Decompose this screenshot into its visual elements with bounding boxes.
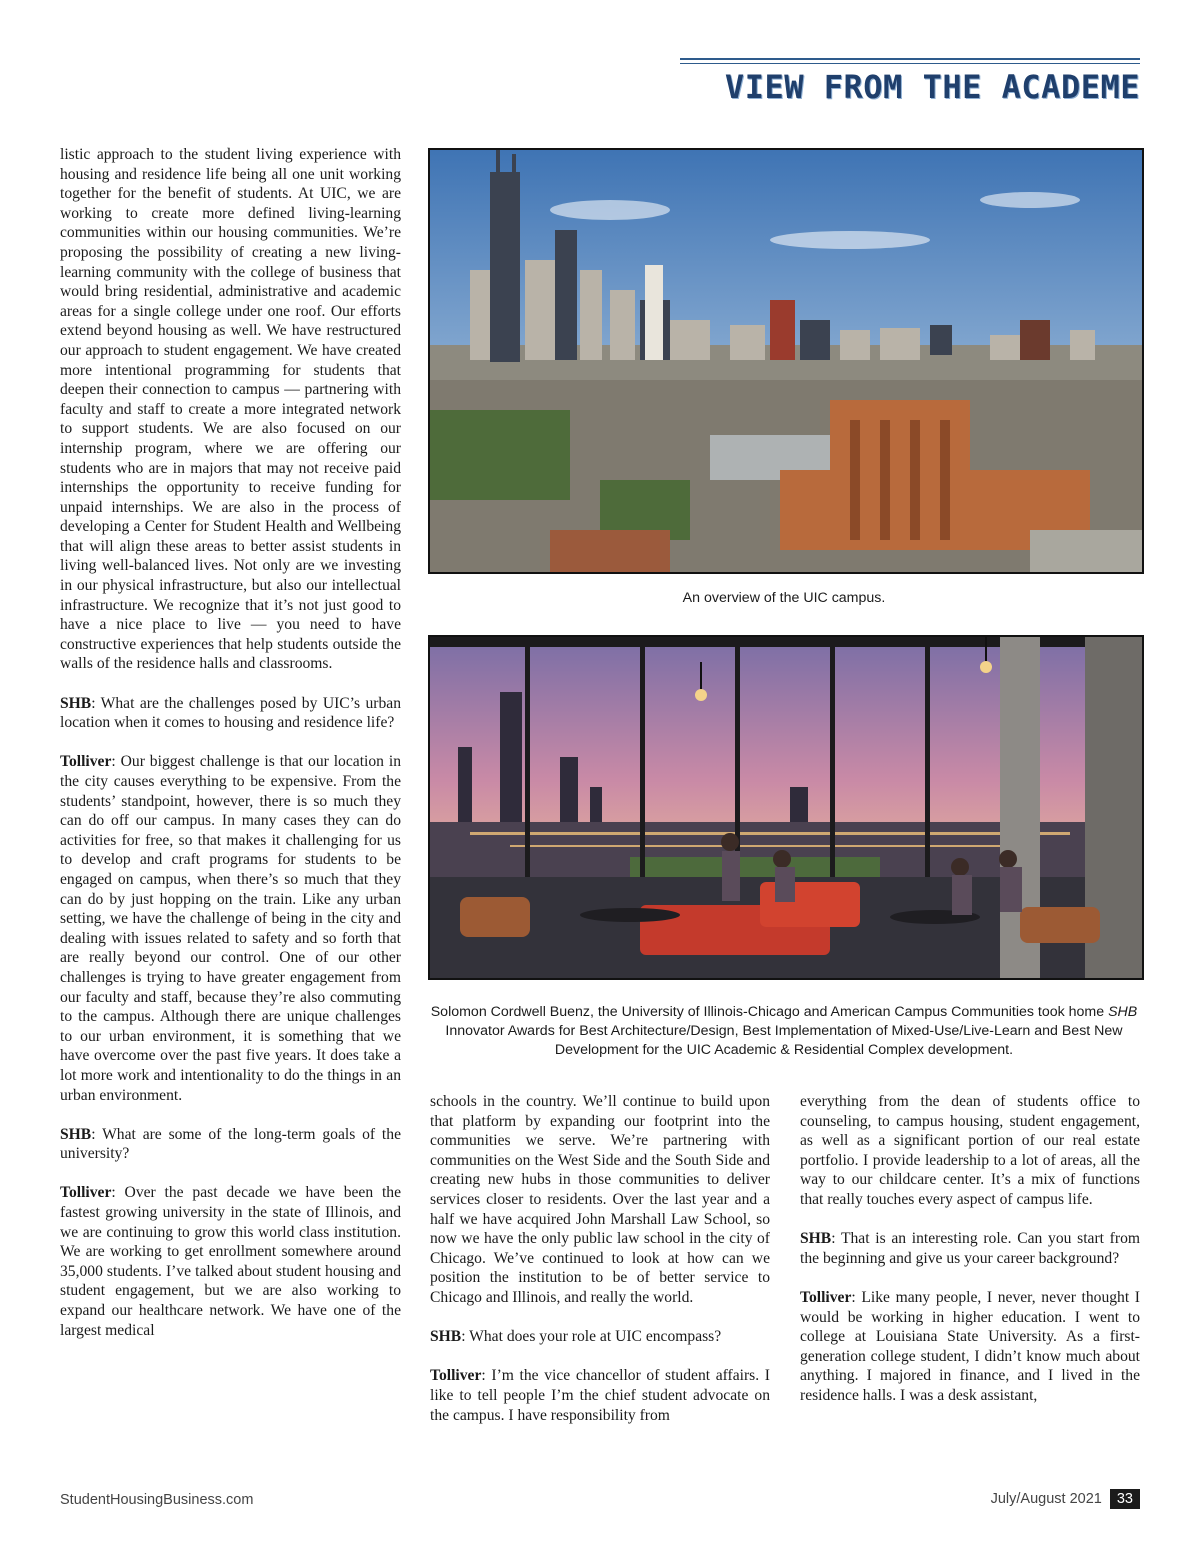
- speaker-label: SHB: [430, 1328, 462, 1346]
- header-rule-top: [680, 58, 1140, 60]
- speaker-label: Tolliver: [60, 753, 112, 771]
- campus-overview-photo: [428, 148, 1144, 574]
- lounge-illustration: [430, 637, 1142, 978]
- paragraph: everything from the dean of students office to counseling, to campus housing, student engagement, as well as a significant portion of our real estate portfolio. I provide leadership to a lot of areas, all the way to our childcare center. It’s a mix of functions that really touches every aspect of campus life.: [800, 1093, 1140, 1208]
- paragraph: Tolliver: I’m the vice chancellor of student affairs. I like to tell people I’m the chief student advocate on the campus. I have responsibility from: [430, 1367, 770, 1424]
- speaker-label: Tolliver: [430, 1367, 482, 1385]
- paragraph: SHB: What does your role at UIC encompass?: [430, 1328, 722, 1346]
- paragraph: listic approach to the student living experience with housing and residence life being all one unit working together for the benefit of students. At UIC, we are working to create more defined living-learning communities within our housing communities. We’re proposing the possibility of creating a new living-learning community with the college of business that would bring residential, administrative and academic areas for a single college under one roof. Our efforts extend beyond housing as well. We have restructured our approach to student engagement. We have created more intentional programming for students that deepen their connection to campus — partnering with faculty and staff to create a more integrated network to support students. We are also focused on our internship program, where we are offering our students who are in majors that may not receive paid internships the opportunity to receive funding for unpaid internships. We are also in the process of developing a Center for Student Health and Wellbeing that will align these areas to better assist students in living well-balanced lives. Not only are we investing in our physical infrastructure, but also our intellectual infrastructure. We recognize that it’s not just good to have a nice place to live — you need to have constructive experiences that help students outside the walls of the residence halls and classrooms.: [60, 146, 401, 673]
- speaker-label: Tolliver: [60, 1184, 112, 1202]
- text-column-left: [60, 145, 401, 1340]
- text-column-right: [800, 1092, 1140, 1406]
- speaker-label: SHB: [800, 1230, 832, 1248]
- paragraph: Tolliver: Over the past decade we have been the fastest growing university in the state of Illinois, and we are continuing to grow this world class institution. We are working to get enrollment somewhere around 35,000 students. I’ve talked about student housing and student engagement, but we are also working to expand our healthcare network. We have one of the largest medical: [60, 1184, 401, 1339]
- campus-photo-caption: An overview of the UIC campus.: [682, 590, 886, 606]
- header-rule-bottom: [680, 63, 1140, 64]
- section-header: [680, 56, 1140, 104]
- campus-skyline-illustration: [430, 150, 1142, 572]
- lounge-photo: [428, 635, 1144, 980]
- shb-publication-name: SHB: [1108, 1004, 1138, 1020]
- paragraph: schools in the country. We’ll continue to build upon that platform by expanding our footprint into the communities we serve. We’re partnering with communities on the West Side and the South Side and creating new hubs in those communities to deliver services closer to residents. Over the last year and a half we have acquired John Marshall Law School, so now we have the only public law school in the city of Chicago. We’ve continued to look at how can we position the institution to be of better service to Chicago and Illinois, and really the world.: [430, 1093, 770, 1306]
- paragraph: SHB: What are some of the long-term goals of the university?: [60, 1125, 401, 1163]
- section-title: VIEW FROM THE ACADEME: [724, 68, 1140, 106]
- issue-date: July/August 2021: [990, 1491, 1102, 1507]
- paragraph: Tolliver: Like many people, I never, never thought I would be working in higher education. I went to college at Louisiana State University. As a first-generation college student, I didn’t know much about anything. I majored in finance, and I lived in the residence halls. I was a desk assistant,: [800, 1288, 1140, 1404]
- text-column-middle: [430, 1092, 770, 1425]
- speaker-label: SHB: [60, 694, 92, 712]
- footer-website: StudentHousingBusiness.com: [60, 1492, 254, 1508]
- footer-issue-info: [991, 1488, 1140, 1510]
- paragraph: Tolliver: Our biggest challenge is that our location in the city causes everything to be expensive. From the students’ standpoint, however, there is so much they can do off our campus. In many cases they can do activities for free, so that makes it challenging for us to develop and craft programs for students to be engaged on campus, when there’s so much that they can do by just hopping on the train. Like any urban setting, we have the challenge of being in the city and dealing with issues related to safety and so forth that are really beyond our control. One of our other challenges is trying to have greater engagement from our faculty and staff, because they’re also commuting to the campus. Although there are unique challenges to our urban environment, it is something that we have overcome over the past five years. It does take a lot more work and intentionality to do the things in an urban environment.: [60, 753, 401, 1104]
- paragraph: SHB: That is an interesting role. Can you start from the beginning and give us your career background?: [800, 1230, 1140, 1267]
- speaker-label: Tolliver: [800, 1288, 852, 1306]
- paragraph: SHB: What are the challenges posed by UIC’s urban location when it comes to housing and residence life?: [60, 694, 401, 732]
- lounge-photo-caption: Solomon Cordwell Buenz, the University of Illinois-Chicago and American Campus Communities took home SHB Innovator Awards for Best Architecture/Design, Best Implementation of Mixed-Use/Live-Learn and Best New Development for the UIC Academic & Residential Complex development.: [430, 1004, 1138, 1058]
- speaker-label: SHB: [60, 1125, 92, 1143]
- page-number: 33: [1110, 1489, 1140, 1509]
